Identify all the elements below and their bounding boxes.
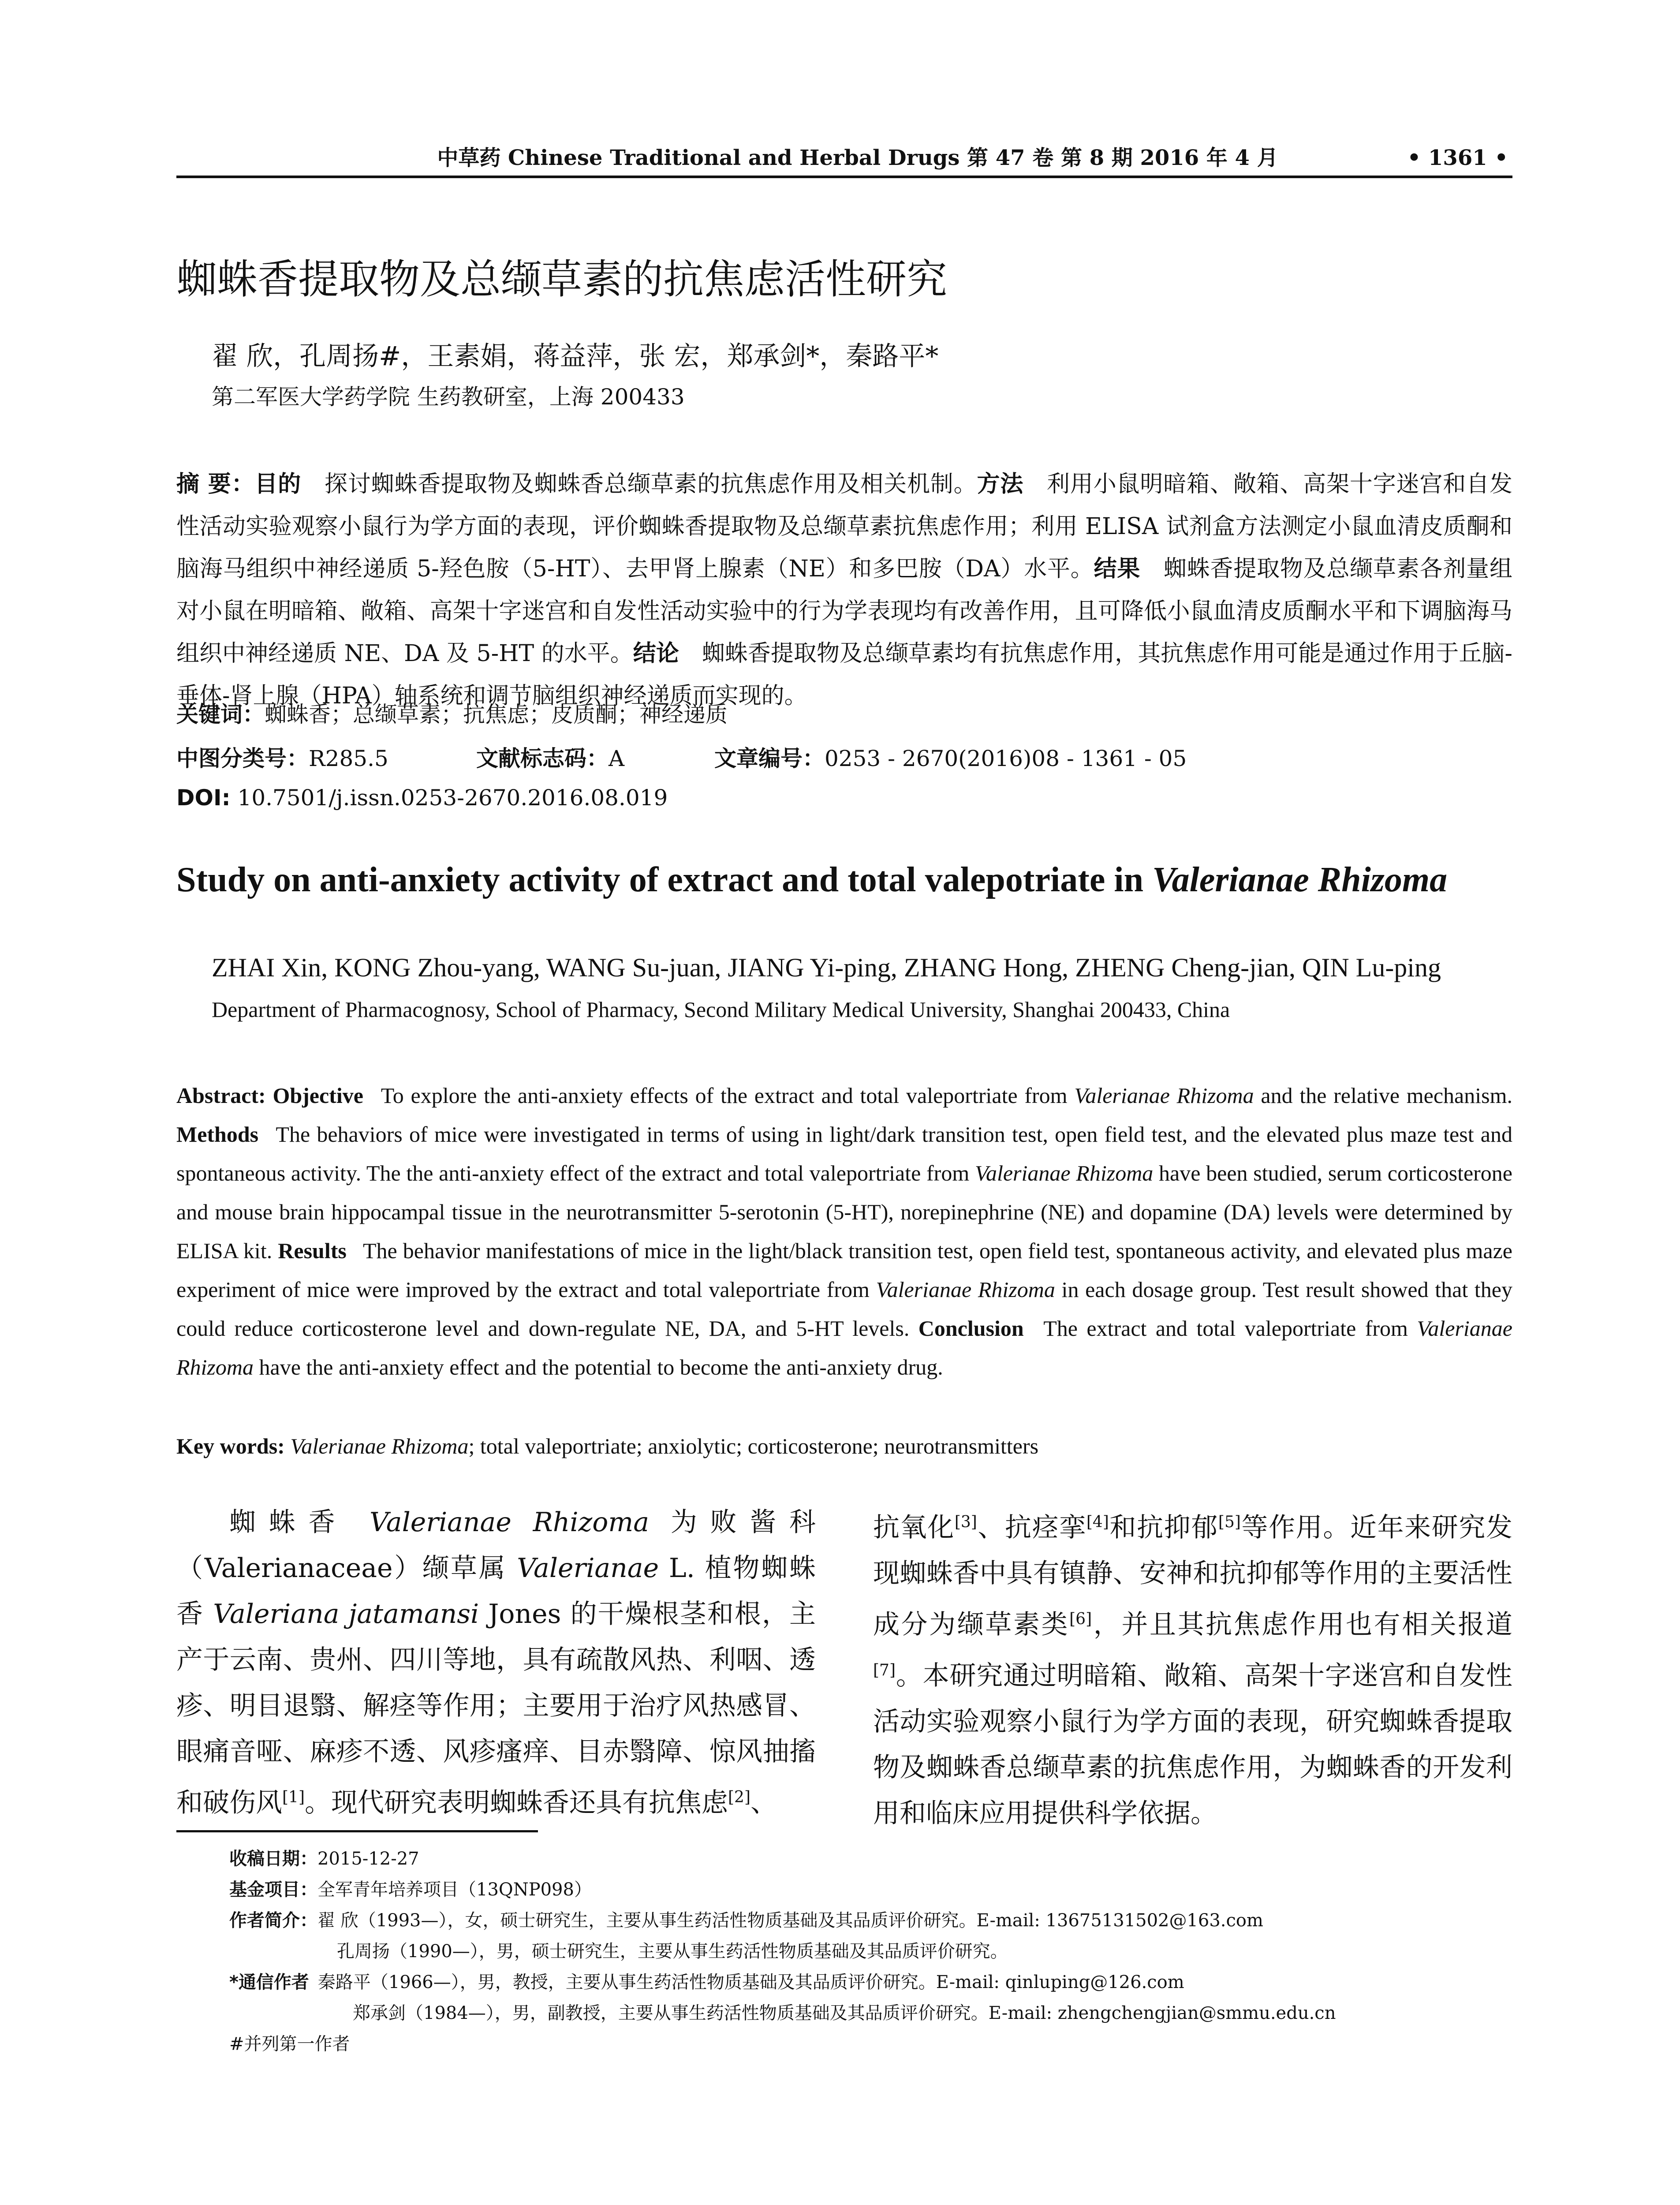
footnote-author-1 <box>229 1905 1508 1936</box>
methods-label: 方法 <box>977 471 1024 497</box>
citation-ref[interactable]: [6] <box>1069 1610 1092 1628</box>
footnote-author-2 <box>229 1936 1508 1967</box>
en-conclusion-a: The extract and total valeportriate from <box>1043 1316 1417 1341</box>
author-bio-2: 孔周扬（1990—），男，硕士研究生，主要从事生药活性物质基础及其品质评价研究。 <box>337 1941 1008 1962</box>
en-keywords-rest: ; total valeportriate; anxiolytic; corticosterone; neurotransmitters <box>468 1434 1039 1458</box>
body-text: 为败酱科（Valerianaceae）缬草属 <box>176 1507 816 1584</box>
running-header <box>176 140 1512 178</box>
footnotes <box>229 1843 1508 2059</box>
body-latin: Valerianae Rhizoma <box>369 1507 650 1538</box>
page-number: • 1361 • <box>1407 146 1508 170</box>
objective-label: 目的 <box>254 471 302 497</box>
abstract-label: 摘 要： <box>176 471 255 497</box>
doc-code-label: 文献标志码： <box>476 746 609 771</box>
objective-text: 探讨蜘蛛香提取物及蜘蛛香总缬草素的抗焦虑作用及相关机制。 <box>324 471 977 497</box>
author-bio-label: 作者简介： <box>229 1910 317 1931</box>
english-title-text: Study on anti-anxiety activity of extract and total valepotriate in <box>176 860 1153 899</box>
citation-ref[interactable]: [1] <box>282 1788 305 1806</box>
body-text: 和抗抑郁 <box>1109 1512 1218 1543</box>
en-conclusion-b: have the anti-anxiety effect and the potential to become the anti-anxiety drug. <box>254 1355 943 1379</box>
chinese-authors: 翟 欣，孔周扬#，王素娟，蒋益萍，张 宏，郑承剑*，秦路平* <box>212 341 939 372</box>
footnote-corresponding-1 <box>229 1967 1508 1998</box>
chinese-keywords <box>176 697 728 729</box>
body-text: Jones 的干燥根茎和根，主产于云南、贵州、四川等地，具有疏散风热、利咽、透疹、明目退翳、解痉等作用；主要用于治疗风热感冒、眼痛音哑、麻疹不透、风疹瘙痒、目赤翳障、惊风抽搐和破伤风 <box>176 1599 816 1818</box>
results-text: 蜘蛛香提取物及总缬草素各剂量组对小鼠在明暗箱、敞箱、高架十字迷宫和自发性活动实验中的行为学表现均有改善作用，且可降低小鼠血清皮质酮水平和下调脑海马组织中神经递质 NE、DA 及 5-HT 的水平。 <box>176 556 1512 667</box>
english-authors: ZHAI Xin, KONG Zhou-yang, WANG Su-juan, JIANG Yi-ping, ZHANG Hong, ZHENG Cheng-jian, QIN Lu-ping <box>212 953 1441 982</box>
citation-ref[interactable]: [3] <box>954 1513 977 1531</box>
en-objective-a: To explore the anti-anxiety effects of the extract and total valeportriate from <box>381 1083 1075 1108</box>
article-no-value: 0253 - 2670(2016)08 - 1361 - 05 <box>825 746 1187 771</box>
english-keywords <box>176 1433 1038 1459</box>
chinese-affiliation: 第二军医大学药学院 生药教研室，上海 200433 <box>212 384 685 410</box>
body-column-left <box>176 1499 816 1826</box>
footnote-cofirst <box>229 2029 1508 2059</box>
en-results-i: Valerianae Rhizoma <box>876 1277 1055 1302</box>
en-keywords-latin: Valerianae Rhizoma <box>290 1434 469 1458</box>
conclusion-label: 结论 <box>633 640 679 667</box>
footnote-corresponding-2 <box>229 1998 1508 2029</box>
body-text: 、 <box>750 1787 777 1818</box>
corresponding-author-2: 郑承剑（1984—），男，副教授，主要从事生药活性物质基础及其品质评价研究。E-mail: zhengchengjian@smmu.edu.cn <box>353 2003 1336 2023</box>
english-title <box>176 860 1447 900</box>
en-conclusion-i: Valerianae Rhizoma <box>176 1316 1512 1379</box>
en-methods-i: Valerianae Rhizoma <box>974 1161 1154 1185</box>
body-text: 蜘蛛香 <box>229 1507 370 1538</box>
body-text: L. 植物蜘蛛香 <box>176 1553 816 1629</box>
corresponding-author-1: 秦路平（1966—），男，教授，主要从事生药活性物质基础及其品质评价研究。E-mail: qinluping@126.com <box>317 1972 1184 1992</box>
en-methods-a: The behaviors of mice were investigated in terms of using in light/dark transition test, open field test, and the elevated plus maze test and spontaneous activity. The the anti-anxiety effect of the extract and total valeportriate from <box>176 1122 1512 1185</box>
results-label: 结果 <box>1094 556 1141 582</box>
en-methods-label: Methods <box>176 1122 259 1147</box>
received-date: 2015-12-27 <box>317 1849 419 1869</box>
body-latin: Valeriana jatamansi <box>213 1599 479 1629</box>
journal-name: 中草药 Chinese Traditional and Herbal Drugs 第 47 卷 第 8 期 2016 年 4 月 <box>437 146 1278 170</box>
en-results-a: The behavior manifestations of mice in the light/black transition test, open field test, spontaneous activity, and elevated plus maze experiment of mice were improved by the extract and total valeportriate from <box>176 1238 1512 1302</box>
corresponding-label: *通信作者 <box>229 1972 309 1992</box>
citation-ref[interactable]: [2] <box>728 1788 750 1806</box>
conclusion-text: 蜘蛛香提取物及总缬草素均有抗焦虑作用，其抗焦虑作用可能是通过作用于丘脑-垂体-肾上腺（HPA）轴系统和调节脑组织神经递质而实现的。 <box>176 640 1512 709</box>
citation-ref[interactable]: [4] <box>1086 1513 1109 1531</box>
keywords-label: 关键词： <box>176 702 265 727</box>
co-first-note: #并列第一作者 <box>229 2034 350 2054</box>
doi-line <box>176 785 668 811</box>
en-results-b: in each dosage group. Test result showed that they could reduce corticosterone level and down-regulate NE, DA, and 5-HT levels. <box>176 1277 1512 1341</box>
english-title-latin: Valerianae Rhizoma <box>1152 860 1448 899</box>
en-methods-b: have been studied, serum corticosterone and mouse brain hippocampal tissue in the neurotransmitter 5-serotonin (5-HT), norepinephrine (NE) and dopamine (DA) levels were determined by ELISA kit. <box>176 1161 1513 1263</box>
citation-ref[interactable]: [7] <box>873 1661 896 1679</box>
chinese-abstract <box>176 463 1512 717</box>
en-objective-i: Valerianae Rhizoma <box>1074 1083 1254 1108</box>
en-results-label: Results <box>278 1238 347 1263</box>
body-text: 。本研究通过明暗箱、敞箱、高架十字迷宫和自发性活动实验观察小鼠行为学方面的表现，研究蜘蛛香提取物及蜘蛛香总缬草素的抗焦虑作用，为蜘蛛香的开发利用和临床应用提供科学依据。 <box>873 1660 1512 1829</box>
doi-label: DOI: <box>176 785 231 811</box>
clc-value: R285.5 <box>309 746 388 771</box>
footnote-fund <box>229 1874 1508 1905</box>
body-latin: Valerianae <box>517 1553 659 1584</box>
doi-value: 10.7501/j.issn.0253-2670.2016.08.019 <box>237 785 668 811</box>
clc-label: 中图分类号： <box>176 746 309 771</box>
classification-row <box>176 741 1512 773</box>
en-conclusion-label: Conclusion <box>918 1316 1024 1341</box>
keywords-value: 蜘蛛香；总缬草素；抗焦虑；皮质酮；神经递质 <box>265 702 728 727</box>
body-text: 等作用。近年来研究发现蜘蛛香中具有镇静、安神和抗抑郁等作用的主要活性成分为缬草素类 <box>873 1512 1513 1640</box>
body-text: 、抗痉挛 <box>977 1512 1086 1543</box>
fund-label: 基金项目： <box>229 1880 317 1900</box>
footnote-divider <box>176 1830 538 1832</box>
en-abstract-label: Abstract: Objective <box>176 1083 363 1108</box>
body-text: 抗氧化 <box>873 1512 955 1543</box>
en-keywords-label: Key words: <box>176 1434 285 1458</box>
en-objective-b: and the relative mechanism. <box>1254 1083 1512 1108</box>
author-bio-1: 翟 欣（1993—），女，硕士研究生，主要从事生药活性物质基础及其品质评价研究。E-mail: 13675131502@163.com <box>317 1910 1263 1931</box>
english-abstract <box>176 1076 1512 1387</box>
received-label: 收稿日期： <box>229 1849 317 1869</box>
english-affiliation: Department of Pharmacognosy, School of Pharmacy, Second Military Medical University, Shanghai 200433, China <box>212 997 1230 1022</box>
footnote-received <box>229 1843 1508 1874</box>
body-text: ，并且其抗焦虑作用也有相关报道 <box>1092 1609 1513 1640</box>
doc-code-value: A <box>609 746 625 771</box>
methods-text: 利用小鼠明暗箱、敞箱、高架十字迷宫和自发性活动实验观察小鼠行为学方面的表现，评价蜘蛛香提取物及总缬草素抗焦虑作用；利用 ELISA 试剂盒方法测定小鼠血清皮质酮和脑海马组织中神经递质 5-羟色胺（5-HT）、去甲肾上腺素（NE）和多巴胺（DA）水平。 <box>176 471 1512 582</box>
article-no-label: 文章编号： <box>714 746 825 771</box>
chinese-title: 蜘蛛香提取物及总缬草素的抗焦虑活性研究 <box>176 256 948 303</box>
body-text: 。现代研究表明蜘蛛香还具有抗焦虑 <box>305 1787 728 1818</box>
fund-value: 全军青年培养项目（13QNP098） <box>317 1880 592 1900</box>
body-column-right <box>873 1499 1512 1836</box>
citation-ref[interactable]: [5] <box>1218 1513 1241 1531</box>
